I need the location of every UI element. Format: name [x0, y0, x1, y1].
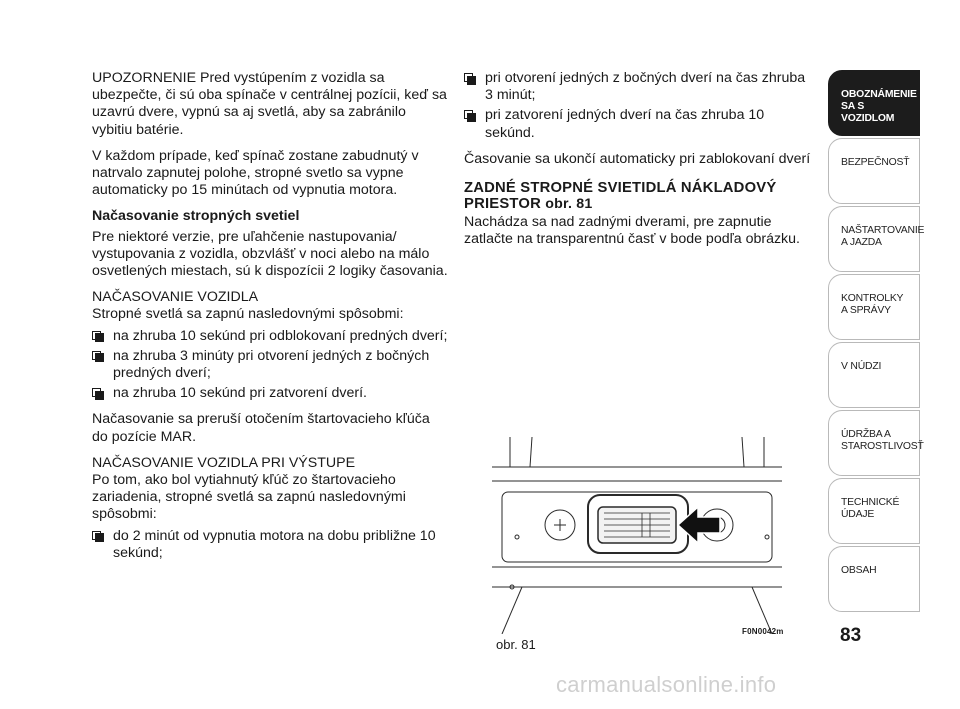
list-item: do 2 minút od vypnutia motora na dobu približne 10 sekúnd; [92, 528, 448, 562]
figure-caption: obr. 81 [496, 637, 536, 652]
tab-nastartovanie[interactable]: NAŠTARTOVANIE A JAZDA [828, 206, 920, 272]
tab-v-nudzi[interactable]: V NÚDZI [828, 342, 920, 408]
vehicle-timing-heading: NAČASOVANIE VOZIDLA [92, 289, 259, 306]
exit-timing-list [92, 528, 448, 562]
timing-heading: Načasovanie stropných svetiel [92, 208, 300, 225]
chapter-tabs [828, 70, 925, 614]
page-number: 83 [840, 625, 862, 646]
rear-ceiling-light-illustration [492, 437, 782, 634]
tab-kontrolky[interactable]: KONTROLKY A SPRÁVY [828, 274, 920, 340]
checkbox-bullet-icon [92, 388, 101, 397]
list-item: pri zatvorení jedných dverí na čas zhruba 10 sekúnd. [464, 107, 814, 141]
right-column [464, 70, 814, 257]
checkbox-bullet-icon [464, 73, 473, 82]
tab-obsah[interactable]: OBSAH [828, 546, 920, 612]
rear-lights-paragraph: Nachádza sa nad zadnými dverami, pre zapnutie zatlačte na transparentnú časť v bode podľa obrázku. [464, 214, 800, 248]
timing-end-paragraph: Časovanie sa ukončí automaticky pri zablokovaní dverí [464, 150, 811, 167]
list-item: na zhruba 10 sekúnd pri zatvorení dverí. [92, 385, 448, 402]
interrupt-paragraph: Načasovanie sa preruší otočením štartovacieho kľúča do pozície MAR. [92, 411, 430, 445]
list-item: na zhruba 3 minúty pri otvorení jedných z bočných predných dverí; [92, 348, 448, 382]
list-item: na zhruba 10 sekúnd pri odblokovaní predných dverí; [92, 328, 448, 345]
exit-timing-list-continued [464, 70, 814, 142]
rear-lights-heading: ZADNÉ STROPNÉ SVIETIDLÁ NÁKLADOVÝ PRIESTOR obr. 81 [464, 180, 777, 213]
tab-udrzba[interactable]: ÚDRŽBA A STAROSTLIVOSŤ [828, 410, 920, 476]
exit-timing-intro: Po tom, ako bol vytiahnutý kľúč zo štartovacieho zariadenia, stropné svetlá sa zapnú nasledovnými spôsobmi: [92, 472, 406, 523]
watermark: carmanualsonline.info [556, 672, 777, 697]
list-item: pri otvorení jedných z bočných dverí na čas zhruba 3 minút; [464, 70, 814, 104]
exit-timing-heading: NAČASOVANIE VOZIDLA PRI VÝSTUPE [92, 454, 356, 471]
figure-rear-ceiling-light [492, 437, 782, 634]
checkbox-bullet-icon [92, 531, 101, 540]
checkbox-bullet-icon [92, 351, 101, 360]
tab-technicke-udaje[interactable]: TECHNICKÉ ÚDAJE [828, 478, 920, 544]
forgotten-switch-paragraph: V každom prípade, keď spínač zostane zabudnutý v natrvalo zapnutej polohe, stropné svetlo sa vypne automaticky po 15 minútach od vypnutia motora. [92, 147, 419, 199]
vehicle-timing-list [92, 328, 448, 403]
checkbox-bullet-icon [464, 110, 473, 119]
tab-bezpecnost[interactable]: BEZPEČNOSŤ [828, 138, 920, 204]
vehicle-timing-intro: Stropné svetlá sa zapnú nasledovnými spôsobmi: [92, 306, 404, 323]
tab-oboznamenie[interactable]: OBOZNÁMENIE SA S VOZIDLOM [828, 70, 920, 136]
checkbox-bullet-icon [92, 331, 101, 340]
figure-code: F0N0042m [742, 627, 784, 636]
left-column [92, 70, 448, 571]
figure-reference: obr. 81 [545, 196, 593, 213]
timing-paragraph: Pre niektoré verzie, pre uľahčenie nastupovania/ vystupovania z vozidla, obzvlášť v noci alebo na málo osvetlených miestach, sú k dispozícii 2 logiky časovania. [92, 228, 448, 280]
warning-paragraph: UPOZORNENIE Pred vystúpením z vozidla sa ubezpečte, či sú oba spínače v centrálnej pozícii, keď sa uzavrú dvere, vypnú sa aj svetlá, aby sa zabránilo vybitiu batérie. [92, 70, 447, 138]
